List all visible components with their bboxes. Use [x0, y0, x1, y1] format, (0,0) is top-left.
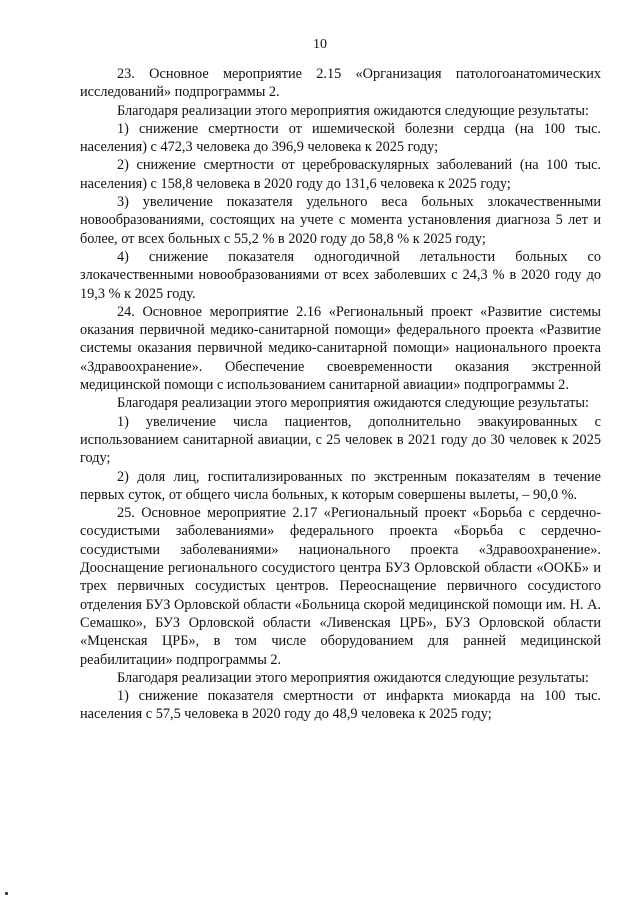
- result-item: 2) снижение смертности от цереброваскулярных заболеваний (на 100 тыс. населения) с 158,8 человека в 2020 году до 131,6 человека к 2025 году;: [80, 157, 601, 192]
- result-item: 1) снижение смертности от ишемической болезни сердца (на 100 тыс. населения) с 472,3 человека до 396,9 человека к 2025 году;: [80, 120, 601, 156]
- results-intro: Благодаря реализации этого мероприятия ожидаются следующие результаты:: [117, 102, 589, 119]
- result-item: 1) снижение показателя смертности от инфаркта миокарда на 100 тыс. населения с 57,5 человека в 2020 году до 48,9 человека к 2025 году;: [80, 688, 601, 723]
- result-item: 4) снижение показателя одногодичной летальности больных со злокачественными новообразованиями от всех заболевших с 24,3 % в 2020 году до 19,3 % к 2025 году.: [80, 248, 601, 302]
- paragraph-25-heading: 25. Основное мероприятие 2.17 «Региональный проект «Борьба с сердечно-сосудистыми заболеваниями» федерального проекта «Борьба с сердечно-сосудистыми заболеваниями» национального проекта «Здравоохранение». Дооснащение регионального сосудистого центра БУЗ Орловской области «ООКБ» и трех первичных сосудистых центров. Переоснащение первичного сосудистого отделения БУЗ Орловской области «Больница скорой медицинской помощи им. Н. А. Семашко», БУЗ Орловской области «Ливенская ЦРБ», БУЗ Орловской области «Мценская ЦРБ», в том числе оборудованием для ранней медицинской реабилитации» подпрограммы 2.: [80, 505, 601, 668]
- results-intro: Благодаря реализации этого мероприятия ожидаются следующие результаты:: [117, 669, 589, 686]
- scan-mark: [5, 892, 8, 895]
- result-item: 3) увеличение показателя удельного веса больных злокачественными новообразованиями, состоящих на учете с момента установления диагноза 5 лет и более, от всех больных с 55,2 % в 2020 году до 58,8 % к 2025 году;: [80, 194, 601, 247]
- document-body: [80, 65, 601, 724]
- paragraph-23-heading: 23. Основное мероприятие 2.15 «Организация патологоанатомических исследований» подпрограммы 2.: [80, 66, 601, 101]
- result-item: 1) увеличение числа пациентов, дополнительно эвакуированных с использованием санитарной авиации, с 25 человек в 2021 году до 30 человек к 2025 году;: [80, 413, 601, 467]
- result-item: 2) доля лиц, госпитализированных по экстренным показателям в течение первых суток, от общего числа больных, к которым совершены вылеты, – 90,0 %.: [80, 468, 601, 503]
- page-number: 10: [313, 37, 327, 52]
- paragraph-24-heading: 24. Основное мероприятие 2.16 «Региональный проект «Развитие системы оказания первичной медико-санитарной помощи» федерального проекта «Развитие системы оказания первичной медико-санитарной помощи» национального проекта «Здравоохранение». Обеспечение своевременности оказания экстренной медицинской помощи с использованием санитарной авиации» подпрограммы 2.: [80, 303, 601, 394]
- results-intro: Благодаря реализации этого мероприятия ожидаются следующие результаты:: [117, 395, 589, 412]
